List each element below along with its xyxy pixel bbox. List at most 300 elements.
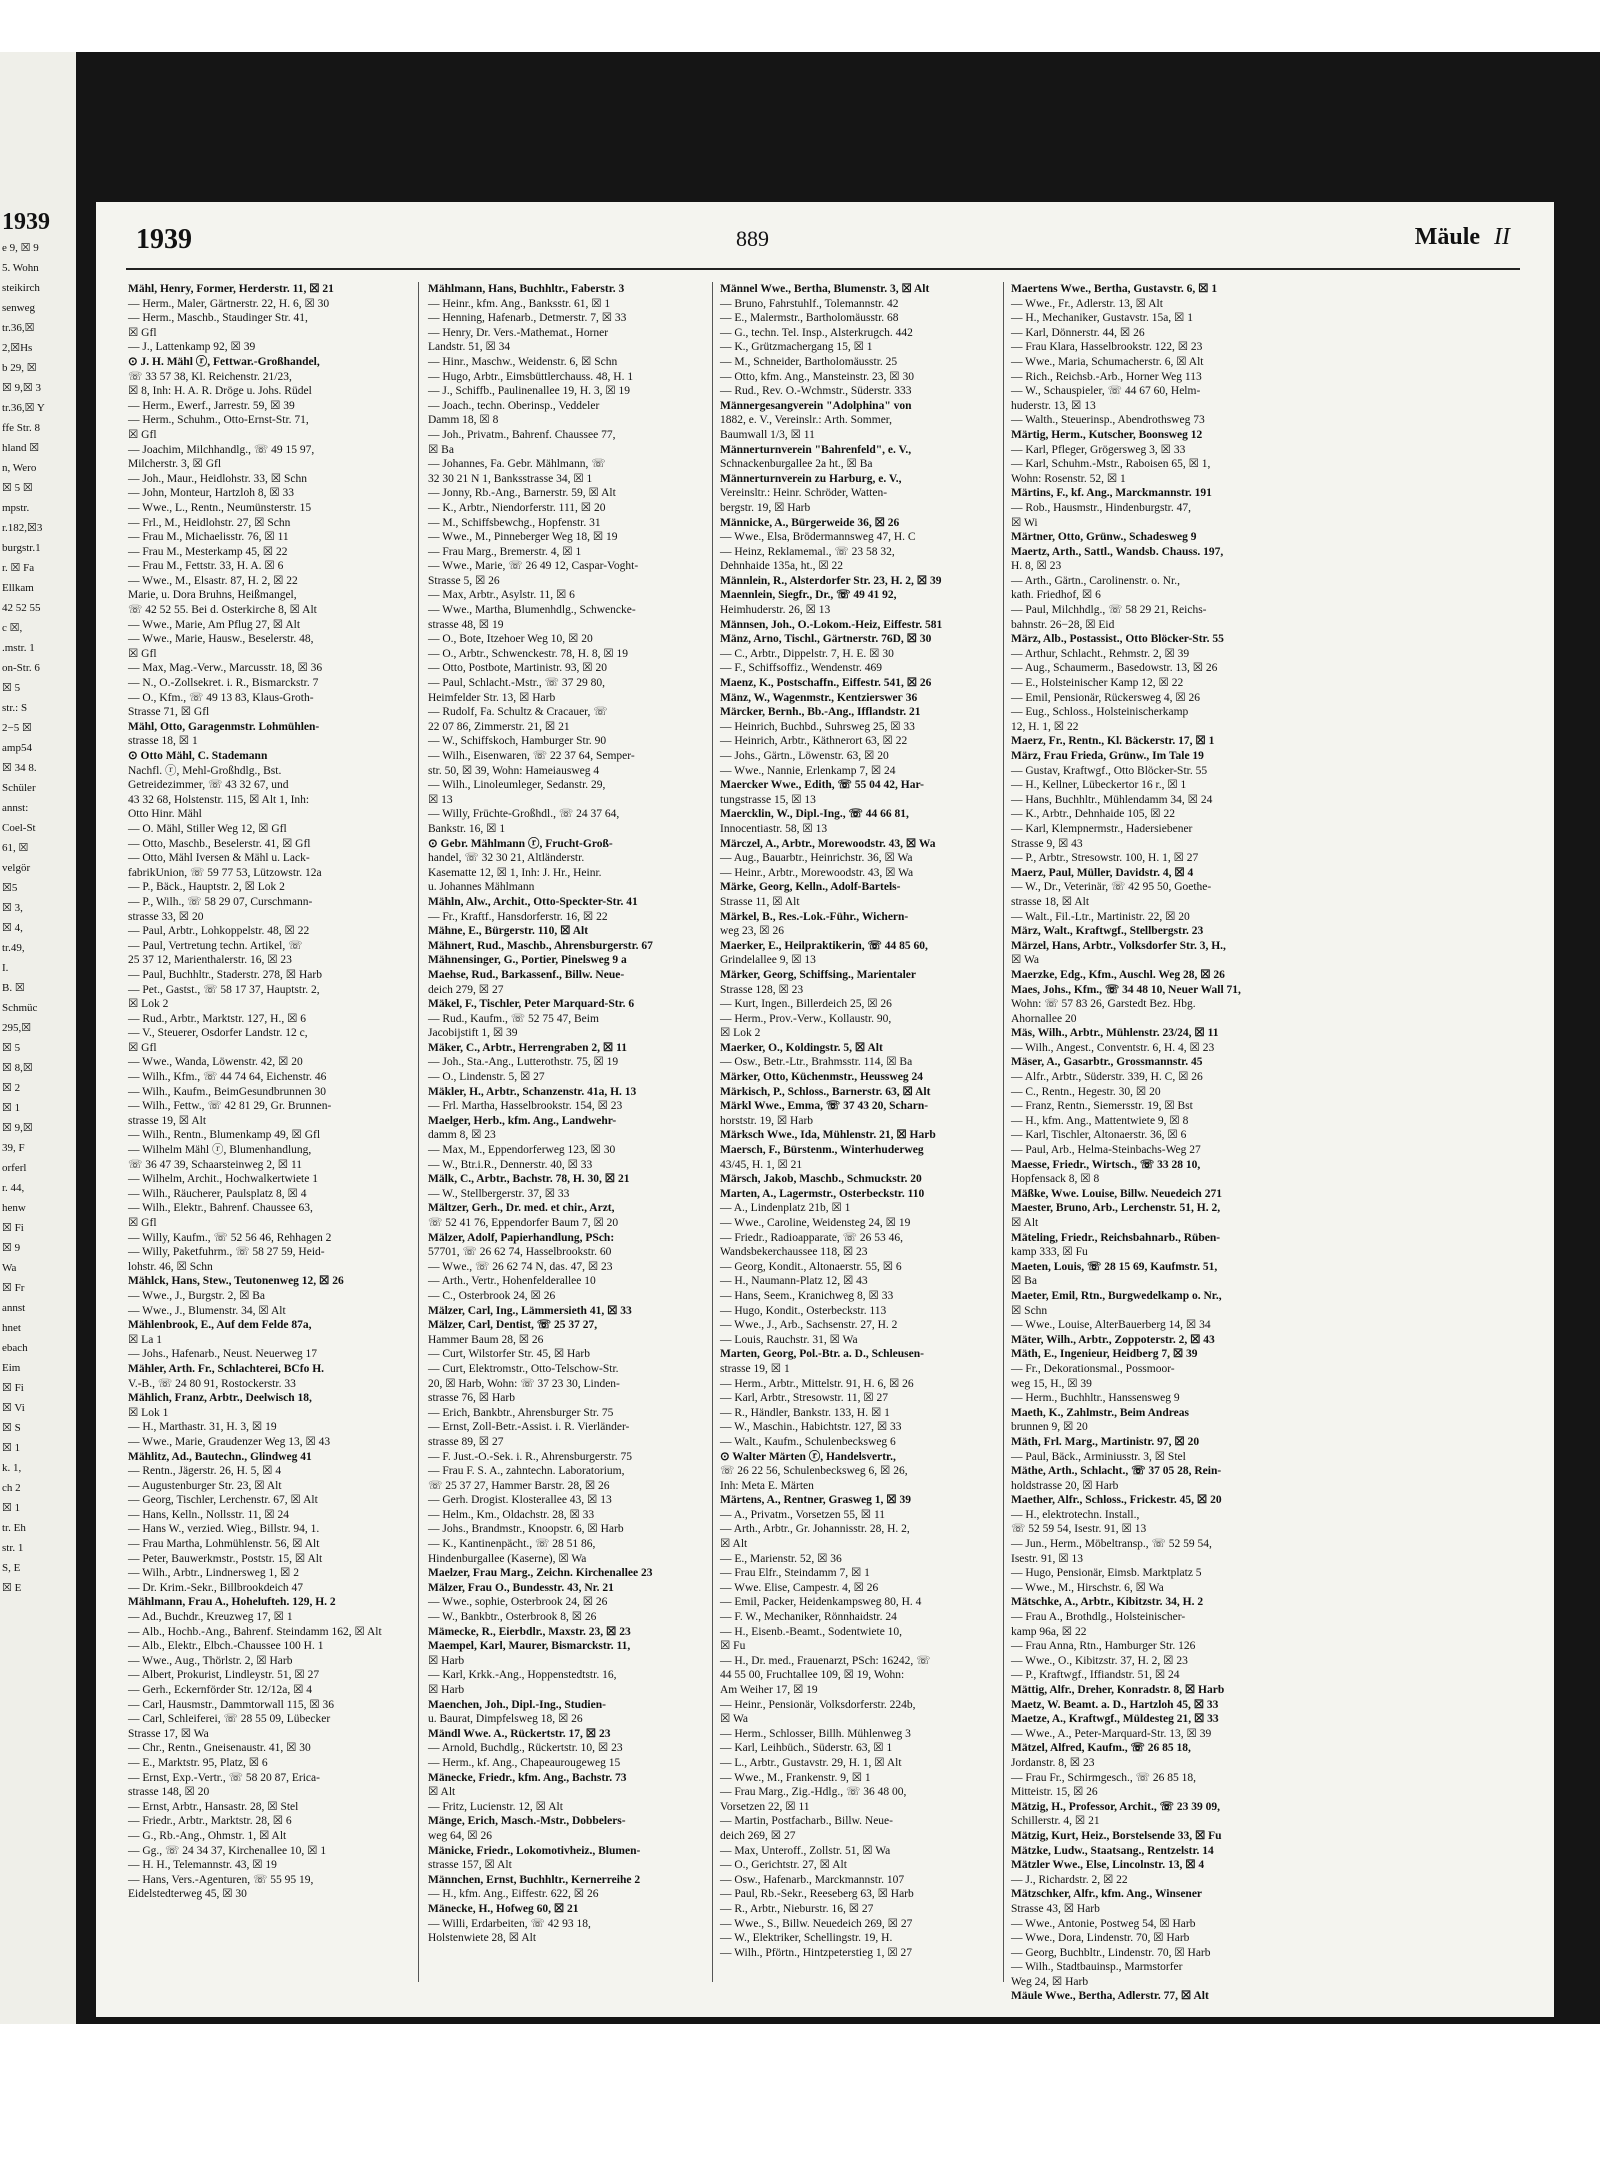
directory-entry: Strasse 71, ☒ Gfl [128, 706, 210, 719]
directory-entry: Maertens Wwe., Bertha, Gustavstr. 6, ☒ 1 [1011, 283, 1218, 295]
directory-entry: — H., kfm. Ang., Eiffestr. 622, ☒ 26 [428, 1888, 599, 1901]
directory-entry: Hammer Baum 28, ☒ 26 [428, 1333, 544, 1346]
directory-entry: Milcherstr. 3, ☒ Gfl [128, 458, 222, 471]
directory-entry: — Frau A., Brothdlg., Holsteinischer- [1011, 1611, 1186, 1624]
directory-entry: Maerker, O., Koldingstr. 5, ☒ Alt [720, 1041, 883, 1054]
directory-entry: Mättig, Alfr., Dreher, Konradstr. 8, ☒ Harb [1011, 1684, 1225, 1696]
directory-entry: — Rentn., Jägerstr. 26, H. 5, ☒ 4 [128, 1465, 282, 1478]
directory-entry: brunnen 9, ☒ 20 [1011, 1421, 1088, 1434]
directory-entry: Baumwall 1/3, ☒ 11 [720, 428, 815, 441]
directory-entry: — Frau Klara, Hasselbrookstr. 122, ☒ 23 [1011, 341, 1203, 354]
directory-entry: Mäteling, Friedr., Reichsbahnarb., Rüben- [1011, 1231, 1221, 1244]
directory-entry: — Paul, Vertretung techn. Artikel, ☏ [128, 939, 303, 952]
directory-entry: 57701, ☏ 26 62 74, Hasselbrookstr. 60 [428, 1246, 612, 1259]
directory-entry: — W., Dr., Veterinär, ☏ 42 95 50, Goethe- [1011, 881, 1212, 894]
directory-entry: Mähnert, Rud., Maschb., Ahrensburgerstr. 67 [428, 939, 653, 952]
directory-entry: Schillerstr. 4, ☒ 21 [1011, 1815, 1100, 1828]
left-page-line: ☒ 1 [2, 1442, 21, 1454]
directory-entry: Strasse 11, ☒ Alt [720, 895, 800, 908]
directory-entry: Märke, Georg, Kelln., Adolf-Bartels- [720, 881, 901, 894]
directory-entry: — Willy, Paketfuhrm., ☏ 58 27 59, Heid- [128, 1246, 325, 1259]
directory-entry: Wohn: ☏ 57 83 26, Garstedt Bez. Hbg. [1011, 998, 1196, 1011]
left-page-line: 295,☒ [2, 1022, 32, 1034]
directory-entry: Märtner, Otto, Grünw., Schadesweg 9 [1011, 531, 1197, 544]
directory-entry: — Frau Martha, Lohmühlenstr. 56, ☒ Alt [128, 1538, 320, 1551]
directory-entry: 22 07 86, Zimmerstr. 21, ☒ 21 [428, 720, 570, 733]
directory-entry: Maennlein, Siegfr., Dr., ☏ 49 41 92, [720, 589, 897, 602]
directory-entry: — E., Marktstr. 95, Platz, ☒ 6 [128, 1756, 268, 1769]
directory-entry: — Karl, Tischler, Altonaerstr. 36, ☒ 6 [1011, 1129, 1187, 1142]
directory-entry: 1882, e. V., Vereinslr.: Arth. Sommer, [720, 414, 893, 427]
directory-entry: — Fr., Dekorationsmal., Possmoor- [1011, 1362, 1175, 1375]
directory-entry: Maes, Johs., Kfm., ☏ 34 48 10, Neuer Wall 71, [1011, 983, 1241, 996]
directory-entry: Mänecke, Friedr., kfm. Ang., Bachstr. 73 [428, 1771, 627, 1784]
left-page-line: ☒ 5 [2, 682, 21, 694]
directory-entry: Maeth, K., Zahlmstr., Beim Andreas [1011, 1406, 1189, 1419]
directory-entry: — Rud., Rev. O.-Wchmstr., Süderstr. 333 [720, 385, 912, 398]
directory-entry: Weg 24, ☒ Harb [1011, 1975, 1089, 1988]
directory-entry: — Augustenburger Str. 23, ☒ Alt [128, 1479, 282, 1492]
directory-entry: Mänge, Erich, Masch.-Mstr., Dobbelers- [428, 1815, 626, 1828]
directory-entry: strasse 19, ☒ Alt [128, 1114, 207, 1127]
directory-entry: Maercker Wwe., Edith, ☏ 55 04 42, Har- [720, 779, 925, 792]
directory-entry: 32 30 21 N 1, Banksstrasse 34, ☒ 1 [428, 472, 593, 485]
directory-entry: — O., Arbtr., Schwenckestr. 78, H. 8, ☒ 19 [428, 647, 629, 660]
running-head-name: Mäule [1414, 224, 1481, 250]
directory-entry: kamp 96a, ☒ 22 [1011, 1625, 1087, 1638]
column-divider [1003, 282, 1004, 1982]
directory-entry: — Arnold, Buchdlg., Rückertstr. 10, ☒ 23 [428, 1742, 623, 1755]
directory-entry: — Karl, Klempnermstr., Hadersiebener [1011, 822, 1193, 835]
directory-entry: Mätschke, A., Arbtr., Kibitzstr. 34, H. 2 [1011, 1596, 1204, 1609]
directory-entry: — K., Arbtr., Niendorferstr. 111, ☒ 20 [428, 501, 606, 514]
directory-entry: strasse 48, ☒ 19 [428, 618, 504, 631]
page-number: 889 [736, 226, 769, 251]
directory-entry: Mähne, E., Bürgerstr. 110, ☒ Alt [428, 925, 589, 938]
directory-entry: — Paul, Rb.-Sekr., Reeseberg 63, ☒ Harb [720, 1888, 914, 1901]
directory-entry: — Max, M., Eppendorferweg 123, ☒ 30 [428, 1144, 616, 1157]
directory-entry: Heimfelder Str. 13, ☒ Harb [428, 691, 556, 704]
directory-entry: Märcker, Bernh., Bb.-Ang., Ifflandstr. 21 [720, 706, 921, 719]
directory-entry: ☒ Schn [1011, 1304, 1048, 1317]
directory-entry: Bankstr. 16, ☒ 1 [428, 822, 506, 835]
directory-entry: ☒ Gfl [128, 326, 157, 339]
directory-entry: ☏ 36 47 39, Schaarsteinweg 2, ☒ 11 [128, 1158, 303, 1171]
directory-entry: — Wilh., Angest., Conventstr. 6, H. 4, ☒ 23 [1011, 1041, 1215, 1054]
directory-entry: — Hans, Kelln., Nollsstr. 11, ☒ 24 [128, 1508, 289, 1521]
left-page-line: B. ☒ [2, 982, 25, 994]
directory-entry: ☒ Gfl [128, 428, 157, 441]
directory-entry: — E., Marienstr. 52, ☒ 36 [720, 1552, 842, 1565]
directory-entry: — Wwe., Elsa, Brödermannsweg 47, H. C [720, 531, 916, 544]
directory-entry: Mälzer, Adolf, Papierhandlung, PSch: [428, 1231, 615, 1244]
directory-entry: — Aug., Bauarbtr., Heinrichstr. 36, ☒ Wa [720, 852, 913, 865]
left-page-line: 2−5 ☒ [2, 722, 32, 734]
directory-entry: — Rud., Kaufm., ☏ 52 75 47, Beim [428, 1012, 599, 1025]
directory-entry: — Georg, Buchbltr., Lindenstr. 70, ☒ Harb [1011, 1946, 1211, 1959]
directory-entry: — R., Händler, Bankstr. 133, H. ☒ 1 [720, 1406, 890, 1419]
column-divider [418, 282, 419, 1982]
directory-entry: — Wwe., Marie, Am Pflug 27, ☒ Alt [128, 618, 301, 631]
left-page-line: hnet [2, 1322, 21, 1334]
directory-entry: — F. W., Mechaniker, Rönnhaidstr. 24 [720, 1611, 897, 1624]
directory-entry: Strasse 9, ☒ 43 [1011, 837, 1083, 850]
directory-entry: — Hans, Seem., Kranichweg 8, ☒ 33 [720, 1289, 894, 1302]
directory-entry: Vorsetzen 22, ☒ 11 [720, 1800, 810, 1813]
directory-entry: Mählitz, Ad., Bautechn., Glindweg 41 [128, 1450, 312, 1463]
directory-entry: ☒ Alt [1011, 1217, 1039, 1229]
directory-entry: — Wwe., M., Hirschstr. 6, ☒ Wa [1011, 1581, 1164, 1594]
directory-entry: Männlein, R., Alsterdorfer Str. 23, H. 2, ☒ 39 [720, 574, 942, 587]
directory-entry: — Wwe., Louise, AlterBauerberg 14, ☒ 34 [1011, 1319, 1211, 1332]
directory-entry: Mäkel, F., Tischler, Peter Marquard-Str. 6 [428, 998, 635, 1011]
directory-entry: — Ernst, Exp.-Vertr., ☏ 58 20 87, Erica- [128, 1771, 320, 1784]
directory-entry: — Bruno, Fahrstuhlf., Tolemannstr. 42 [720, 297, 899, 310]
left-page-line: ☒ S [2, 1422, 21, 1434]
directory-entry: Maeter, Emil, Rtn., Burgwedelkamp o. Nr., [1011, 1289, 1222, 1302]
left-page-line: 2,☒Hs [2, 342, 33, 354]
directory-entry: — Herm., Schlosser, Billh. Mühlenweg 3 [720, 1727, 911, 1740]
directory-entry: — Frau F. S. A., zahntechn. Laboratorium, [428, 1465, 625, 1478]
left-page-line: n, Wero [2, 462, 37, 474]
directory-entry: ☒ Wa [720, 1713, 749, 1726]
directory-entry: ☒ Alt [720, 1538, 748, 1551]
directory-entry: strasse 89, ☒ 27 [428, 1435, 504, 1448]
directory-entry: — Heinr., Arbtr., Morewoodstr. 43, ☒ Wa [720, 866, 914, 879]
left-page-line: ☒ 5 [2, 1042, 21, 1054]
directory-entry: — Kurt, Ingen., Billerdeich 25, ☒ 26 [720, 998, 892, 1011]
directory-entry: — Paul, Bäck., Arminiusstr. 3, ☒ Stel [1011, 1450, 1186, 1463]
directory-entry: Mitteistr. 15, ☒ 26 [1011, 1786, 1098, 1799]
directory-entry: H. 8, ☒ 23 [1011, 560, 1062, 573]
left-page-line: burgstr.1 [2, 542, 41, 554]
directory-entry: — Wwe., Wanda, Löwenstr. 42, ☒ 20 [128, 1056, 303, 1069]
page-header [126, 212, 1520, 268]
directory-entry: Märkl Wwe., Emma, ☏ 37 43 20, Scharn- [720, 1100, 929, 1113]
directory-entry: Marie, u. Dora Bruhns, Heißmangel, [128, 589, 297, 602]
left-page-edge [0, 52, 76, 2024]
directory-entry: Märkisch, P., Schloss., Barnerstr. 63, ☒ Alt [720, 1085, 931, 1098]
directory-entry: — Eug., Schloss., Holsteinischerkamp [1011, 706, 1189, 719]
directory-entry: ⊙ Gebr. Mählmann ⓡ, Frucht-Groß- [428, 837, 613, 850]
directory-entry: Otto Hinr. Mähl [128, 808, 202, 821]
directory-entry: — W., Maschin., Habichtstr. 127, ☒ 33 [720, 1421, 902, 1434]
directory-entry: — J., Lattenkamp 92, ☒ 39 [128, 341, 256, 354]
directory-entry: str. 50, ☒ 39, Wohn: Hameiausweg 4 [428, 764, 600, 777]
left-page-line: tr.36,☒ Y [2, 402, 45, 414]
directory-entry: ⊙ Otto Mähl, C. Stademann [128, 750, 268, 762]
directory-entry: ☒ Wi [1011, 516, 1038, 529]
directory-entry: u. Johannes Mählmann [428, 881, 535, 894]
directory-entry: Mätzel, Alfred, Kaufm., ☏ 26 85 18, [1011, 1742, 1191, 1755]
directory-entry: — Johs., Hafenarb., Neust. Neuerweg 17 [128, 1348, 318, 1361]
directory-entry: — Rob., Hausmstr., Hindenburgstr. 47, [1011, 501, 1191, 514]
directory-entry: ⊙ J. H. Mähl ⓡ, Fettwar.-Großhandel, [128, 355, 320, 368]
directory-entry: — Hans, Vers.-Agenturen, ☏ 55 95 19, [128, 1873, 314, 1886]
directory-entry: — Arth., Gärtn., Carolinenstr. o. Nr., [1011, 574, 1180, 587]
directory-entry: Männerturnverein zu Harburg, e. V., [720, 472, 902, 485]
directory-entry: — Johs., Gärtn., Löwenstr. 63, ☒ 20 [720, 750, 889, 762]
directory-entry: — Wwe., Nannie, Erlenkamp 7, ☒ 24 [720, 764, 896, 777]
directory-entry: Schnackenburgallee 2a ht., ☒ Ba [720, 458, 873, 471]
directory-entry: — Wwe., Marie, Graudenzer Weg 13, ☒ 43 [128, 1435, 331, 1448]
directory-entry: Heimhuderstr. 26, ☒ 13 [720, 604, 831, 617]
directory-entry: Mählck, Hans, Stew., Teutonenweg 12, ☒ 26 [128, 1275, 344, 1288]
directory-entry: Wohn: Rosenstr. 52, ☒ 1 [1011, 472, 1126, 485]
directory-entry: — Wilh., Pförtn., Hintzpeterstieg 1, ☒ 27 [720, 1946, 913, 1959]
column-3 [720, 282, 1000, 1982]
directory-entry: Märksch Wwe., Ida, Mühlenstr. 21, ☒ Harb [720, 1129, 936, 1142]
directory-entry: — Hans, Buchhltr., Mühlendamm 34, ☒ 24 [1011, 793, 1213, 806]
directory-entry: Mältzer, Gerh., Dr. med. et chir., Arzt, [428, 1202, 615, 1215]
left-page-line: ☒ 1 [2, 1502, 21, 1514]
directory-entry: kamp 333, ☒ Fu [1011, 1246, 1088, 1259]
left-page-line: r. ☒ Fa [2, 562, 35, 574]
directory-entry: Mähln, Alw., Archit., Otto-Speckter-Str. 41 [428, 895, 638, 908]
directory-entry: — Walt., Fil.-Ltr., Martinistr. 22, ☒ 20 [1011, 910, 1190, 923]
directory-entry: Märker, Otto, Küchenmstr., Heussweg 24 [720, 1071, 923, 1084]
directory-entry: — G., techn. Tel. Insp., Alsterkrugch. 442 [720, 326, 913, 339]
directory-entry: — Herm., Arbtr., Mittelstr. 91, H. 6, ☒ 26 [720, 1377, 914, 1390]
directory-entry: — Herm., Prov.-Verw., Kollaustr. 90, [720, 1012, 892, 1025]
directory-entry: — Alb., Elektr., Elbch.-Chaussee 100 H. 1 [128, 1640, 324, 1653]
directory-entry: Holstenwiete 28, ☒ Alt [428, 1932, 537, 1945]
directory-entry: ☏ 25 37 27, Hammer Barstr. 28, ☒ 26 [428, 1479, 610, 1492]
left-page-line: c ☒, [2, 622, 23, 634]
directory-entry: strasse 157, ☒ Alt [428, 1859, 512, 1872]
left-page-line: 61, ☒ [2, 842, 29, 854]
directory-entry: — Otto, kfm. Ang., Mansteinstr. 23, ☒ 30 [720, 370, 914, 383]
directory-entry: — Wilh., Arbtr., Lindnersweg 1, ☒ 2 [128, 1567, 299, 1580]
directory-entry: Männel Wwe., Bertha, Blumenstr. 3, ☒ Alt [720, 283, 930, 295]
directory-entry: Innocentiastr. 58, ☒ 13 [720, 822, 828, 835]
left-page-line: str.: S [2, 702, 28, 714]
directory-entry: — Henning, Hafenarb., Detmerstr. 7, ☒ 33 [428, 312, 627, 325]
directory-entry: Mäßke, Wwe. Louise, Billw. Neuedeich 271 [1011, 1187, 1222, 1200]
directory-entry: Mätzig, H., Professor, Archit., ☏ 23 39 09, [1011, 1800, 1221, 1813]
directory-entry: bergstr. 19, ☒ Harb [720, 501, 811, 514]
directory-entry: ☒ Gfl [128, 1041, 157, 1054]
directory-entry: — H., Dr. med., Frauenarzt, PSch: 16242, ☏ [720, 1654, 931, 1667]
directory-entry: Maetz, W. Beamt. a. D., Hartzloh 45, ☒ 33 [1011, 1698, 1219, 1711]
directory-entry: Mätzig, Kurt, Heiz., Borstelsende 33, ☒ Fu [1011, 1829, 1222, 1842]
directory-entry: — Johs., Brandmstr., Knoopstr. 6, ☒ Harb [428, 1523, 624, 1536]
directory-entry: — Herm., Maler, Gärtnerstr. 22, H. 6, ☒ 30 [128, 297, 330, 310]
directory-entry: — Gustav, Kraftwgf., Otto Blöcker-Str. 55 [1011, 764, 1208, 777]
directory-entry: Märzel, Hans, Arbtr., Volksdorfer Str. 3, H., [1011, 939, 1226, 952]
directory-entry: — Joh., Sta.-Ang., Lutterothstr. 75, ☒ 19 [428, 1056, 619, 1069]
directory-entry: — Peter, Bauwerkmstr., Poststr. 15, ☒ Alt [128, 1552, 323, 1565]
directory-entry: — Frl., M., Heidlohstr. 27, ☒ Schn [128, 516, 291, 529]
directory-entry: — Wwe., sophie, Osterbrook 24, ☒ 26 [428, 1596, 608, 1609]
directory-entry: Getreidezimmer, ☏ 43 32 67, und [128, 779, 289, 792]
directory-entry: Mähnensinger, G., Portier, Pinelsweg 9 a [428, 954, 627, 967]
directory-entry: — Wilhelm, Archit., Hochwalkertwiete 1 [128, 1173, 318, 1186]
directory-entry: — Pet., Gastst., ☏ 58 17 37, Hauptstr. 2, [128, 983, 320, 996]
directory-entry: Märczel, A., Arbtr., Morewoodstr. 43, ☒ Wa [720, 837, 936, 850]
left-page-line: annst [2, 1302, 26, 1314]
directory-entry: Maempel, Karl, Maurer, Bismarckstr. 11, [428, 1640, 631, 1653]
directory-entry: ☒ Harb [428, 1684, 465, 1696]
directory-entry: — Karl, Schuhm.-Mstr., Raboisen 65, ☒ 1, [1011, 458, 1211, 471]
left-page-line: ☒5 [2, 882, 18, 894]
directory-entry: — Paul, Arbtr., Lohkoppelstr. 48, ☒ 22 [128, 925, 310, 938]
directory-entry: 43/45, H. 1, ☒ 21 [720, 1158, 803, 1171]
directory-entry: — Wwe., L., Rentn., Neumünsterstr. 15 [128, 501, 312, 514]
directory-entry: — G., Rb.-Ang., Ohmstr. 1, ☒ Alt [128, 1829, 287, 1842]
directory-entry: — F. Just.-O.-Sek. i. R., Ahrensburgerstr. 75 [428, 1450, 632, 1463]
left-page-line: r.182,☒3 [2, 522, 43, 534]
directory-entry: holdstrasse 20, ☒ Harb [1011, 1479, 1119, 1492]
directory-entry: Märtins, F., kf. Ang., Marckmannstr. 191 [1011, 487, 1212, 500]
directory-entry: — Herm., Ewerf., Jarrestr. 59, ☒ 39 [128, 399, 295, 412]
directory-entry: — Otto, Postbote, Martinistr. 93, ☒ 20 [428, 662, 607, 675]
directory-entry: — A., Privatm., Vorsetzen 55, ☒ 11 [720, 1508, 886, 1521]
directory-entry: — Paul, Milchhdlg., ☏ 58 29 21, Reichs- [1011, 604, 1207, 617]
directory-entry: Mäker, C., Arbtr., Herrengraben 2, ☒ 11 [428, 1041, 627, 1054]
directory-entry: Mänecke, H., Hofweg 60, ☒ 21 [428, 1902, 579, 1915]
directory-entry: Marten, A., Lagermstr., Osterbeckstr. 110 [720, 1187, 925, 1200]
column-1 [128, 282, 408, 1982]
directory-entry: — W., Elektriker, Schellingstr. 19, H. [720, 1932, 893, 1945]
directory-entry: Maenz, K., Postschaffn., Eiffestr. 541, ☒ 26 [720, 677, 932, 690]
directory-entry: Landstr. 51, ☒ 34 [428, 341, 511, 354]
left-page-line: r. 44, [2, 1182, 25, 1194]
left-page-line: ch 2 [2, 1482, 21, 1494]
directory-entry: 44 55 00, Fruchtallee 109, ☒ 19, Wohn: [720, 1669, 905, 1682]
directory-entry: — Willi, Erdarbeiten, ☏ 42 93 18, [428, 1917, 591, 1930]
left-page-line: senweg [2, 302, 35, 314]
directory-entry: — Carl, Hausmstr., Dammtorwall 115, ☒ 36 [128, 1698, 335, 1711]
directory-entry: — Osw., Hafenarb., Marckmannstr. 107 [720, 1873, 905, 1886]
directory-entry: — Ernst, Arbtr., Hansastr. 28, ☒ Stel [128, 1800, 299, 1813]
directory-entry: — Walt., Kaufm., Schulenbecksweg 6 [720, 1435, 896, 1448]
directory-entry: — Willy, Kaufm., ☏ 52 56 46, Rehhagen 2 [128, 1231, 332, 1244]
directory-entry: Mälzer, Carl, Ing., Lämmersieth 41, ☒ 33 [428, 1304, 632, 1317]
directory-entry: weg 15, H., ☒ 39 [1011, 1377, 1092, 1390]
directory-entry: — Wwe., M., Frankenstr. 9, ☒ 1 [720, 1771, 871, 1784]
directory-entry: Mänz, W., Wagenmstr., Kentzierswег 36 [720, 691, 918, 704]
directory-entry: — Wwe., Maria, Schumacherstr. 6, ☒ Alt [1011, 355, 1204, 368]
directory-entry: — Carl, Schleiferei, ☏ 28 55 09, Lübecker [128, 1713, 331, 1726]
directory-entry: — Arth., Arbtr., Gr. Johannisstr. 28, H. 2, [720, 1523, 910, 1536]
directory-entry: ☒ Lok 2 [720, 1027, 761, 1040]
directory-entry: — Joach., techn. Oberinsp., Veddeler [428, 399, 600, 412]
directory-entry: — Wilh., Fettw., ☏ 42 81 29, Gr. Brunnen- [128, 1100, 332, 1113]
directory-entry: Mälzer, Carl, Dentist, ☏ 25 37 27, [428, 1319, 598, 1332]
directory-entry: ☒ La 1 [128, 1333, 162, 1346]
left-page-line: Eim [2, 1362, 21, 1374]
left-page-line: velgör [2, 862, 31, 874]
directory-entry: — R., Arbtr., Nieburstr. 16, ☒ 27 [720, 1902, 874, 1915]
directory-entry: — Karl, Krkk.-Ang., Hoppenstedtstr. 16, [428, 1669, 617, 1682]
directory-entry: ☒ Harb [428, 1654, 465, 1667]
directory-entry: — Heinrich, Buchbd., Suhrsweg 25, ☒ 33 [720, 720, 915, 733]
directory-entry: Mätzke, Ludw., Staatsang., Rentzelstr. 14 [1011, 1844, 1214, 1857]
directory-entry: — H., Naumann-Platz 12, ☒ 43 [720, 1275, 868, 1288]
directory-entry: — Wwe., Aug., Thörlstr. 2, ☒ Harb [128, 1654, 293, 1667]
directory-entry: Maercklin, W., Dipl.-Ing., ☏ 44 66 81, [720, 808, 909, 821]
directory-entry: — C., Rentn., Hegestr. 30, ☒ 20 [1011, 1085, 1161, 1098]
directory-entry: Märkel, B., Res.-Lok.-Führ., Wichern- [720, 910, 909, 923]
directory-entry: kath. Friedhof, ☒ 6 [1011, 589, 1101, 602]
left-page-line: Coel-St [2, 822, 36, 834]
directory-entry: fabrikUnion, ☏ 59 77 53, Lützowstr. 12a [128, 866, 322, 879]
directory-entry: — Arth., Vertr., Hohenfelderallee 10 [428, 1275, 596, 1288]
directory-entry: — Wwe., Fr., Adlerstr. 13, ☒ Alt [1011, 297, 1163, 310]
directory-entry: Männergesangverein "Adolphina" von [720, 399, 912, 412]
column-divider [712, 282, 713, 1982]
directory-entry: — Gg., ☏ 24 34 37, Kirchenallee 10, ☒ 1 [128, 1844, 327, 1857]
left-page-line: 5. Wohn [2, 262, 39, 274]
left-page-line: orferl [2, 1162, 27, 1174]
directory-entry: Mäter, Wilh., Arbtr., Zoppoterstr. 2, ☒ 43 [1011, 1333, 1215, 1346]
directory-entry: — P., Arbtr., Stresowstr. 100, H. 1, ☒ 27 [1011, 852, 1199, 865]
left-page-line: .mstr. 1 [2, 642, 35, 654]
directory-entry: — C., Arbtr., Dippelstr. 7, H. E. ☒ 30 [720, 647, 894, 660]
left-page-line: ☒ Fi [2, 1382, 24, 1394]
directory-entry: strasse 19, ☒ 1 [720, 1362, 790, 1375]
directory-entry: ☒ Fu [720, 1640, 746, 1653]
directory-entry: Marten, Georg, Pol.-Btr. a. D., Schleusen- [720, 1348, 924, 1361]
scan-background [0, 52, 1600, 2024]
directory-entry: strasse 18, ☒ 1 [128, 735, 198, 748]
left-page-line: amp54 [2, 742, 32, 754]
directory-entry: ☒ Wa [1011, 954, 1040, 967]
directory-entry: ☒ Gfl [128, 647, 157, 660]
directory-entry: — Helm., Km., Oldachstr. 28, ☒ 33 [428, 1508, 595, 1521]
left-page-line: mpstr. [2, 502, 30, 514]
directory-entry: — Alfr., Arbtr., Süderstr. 339, H. C, ☒ 26 [1011, 1071, 1203, 1084]
directory-entry: tungstrasse 15, ☒ 13 [720, 793, 816, 806]
left-page-line: ☒ Fr [2, 1282, 25, 1294]
directory-entry: Isestr. 91, ☒ 13 [1011, 1552, 1083, 1565]
directory-entry: horststr. 19, ☒ Harb [720, 1114, 814, 1127]
directory-entry: — E., Holsteinischer Kamp 12, ☒ 22 [1011, 677, 1184, 690]
directory-entry: — Wwe., Marie, Hausw., Beselerstr. 48, [128, 633, 314, 646]
directory-entry: — Wilh., Elektr., Bahrenf. Chaussee 63, [128, 1202, 313, 1215]
directory-entry: ☒ Ba [1011, 1275, 1037, 1288]
directory-entry: damm 8, ☒ 23 [428, 1129, 496, 1142]
directory-entry: — Max, Mag.-Verw., Marcusstr. 18, ☒ 36 [128, 662, 323, 675]
left-page-line: steikirch [2, 282, 40, 294]
directory-entry: Strasse 17, ☒ Wa [128, 1727, 209, 1740]
directory-entry: — Albert, Prokurist, Lindleystr. 51, ☒ 27 [128, 1669, 320, 1682]
left-page-line: ☒ 1 [2, 1102, 21, 1114]
directory-entry: — H., Kellner, Lübeckertor 16 r., ☒ 1 [1011, 779, 1187, 792]
directory-entry: — E., Malermstr., Bartholomäusstr. 68 [720, 312, 899, 325]
directory-entry: Märtens, A., Rentner, Grasweg 1, ☒ 39 [720, 1494, 911, 1507]
directory-entry: Maerzke, Edg., Kfm., Auschl. Weg 28, ☒ 26 [1011, 968, 1225, 981]
column-2 [428, 282, 708, 1982]
left-page-line: b 29, ☒ [2, 362, 37, 374]
directory-entry: — Paul, Buchhltr., Staderstr. 278, ☒ Harb [128, 968, 322, 981]
header-year: 1939 [136, 224, 192, 255]
directory-entry: Maeten, Louis, ☏ 28 15 69, Kaufmstr. 51, [1011, 1260, 1218, 1273]
directory-entry: — Max, Unteroff., Zollstr. 51, ☒ Wa [720, 1844, 891, 1857]
directory-entry: — Wwe., Marie, ☏ 26 49 12, Caspar-Voght- [428, 560, 639, 573]
directory-entry: Dehnhaide 135a, ht., ☒ 22 [720, 560, 844, 573]
column-4 [1011, 282, 1291, 2003]
directory-entry: — A., Lindenplatz 21b, ☒ 1 [720, 1202, 851, 1215]
directory-entry: — Joh., Maur., Heidlohstr. 33, ☒ Schn [128, 472, 307, 485]
left-page-line: ☒ 4, [2, 922, 23, 934]
left-page-line: k. 1, [2, 1462, 22, 1474]
left-page-line: tr.36,☒ [2, 322, 35, 334]
directory-entry: ☒ 13 [428, 793, 453, 806]
directory-entry: — Wilh., Eisenwaren, ☏ 22 37 64, Semper- [428, 750, 635, 762]
left-page-line: ☒ 9 [2, 1242, 21, 1254]
